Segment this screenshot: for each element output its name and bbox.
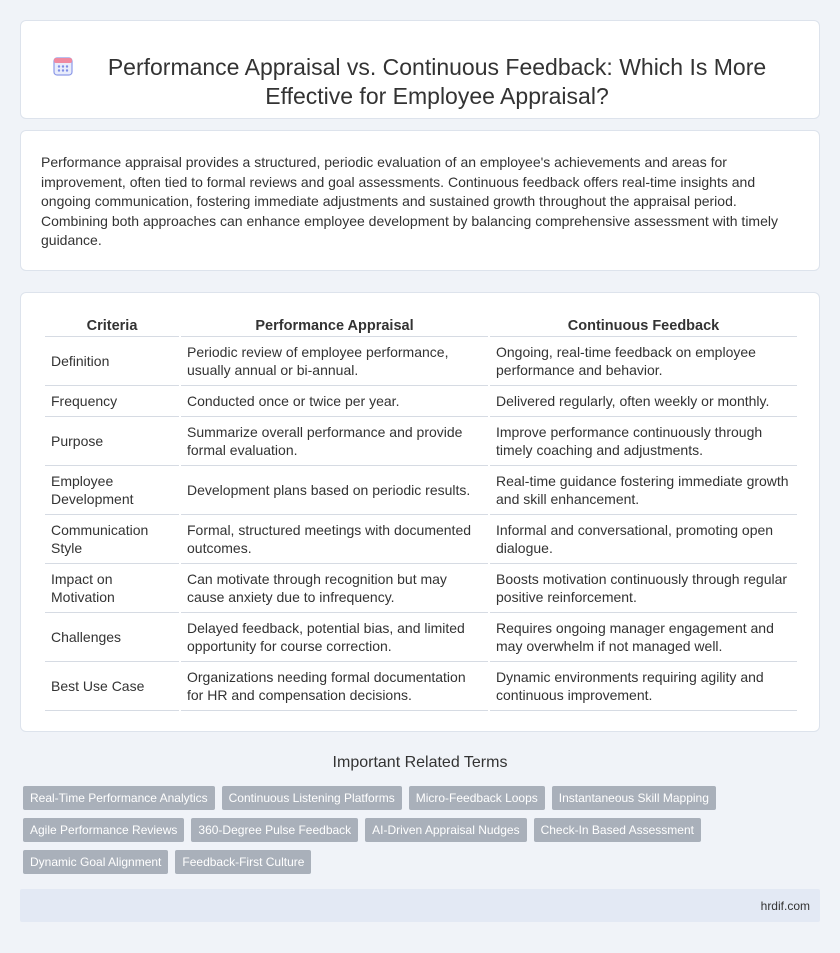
table-row (45, 337, 797, 386)
table-row (45, 466, 797, 515)
feedback-cell: Delivered regularly, often weekly or monthly. (490, 386, 797, 417)
table-row (45, 515, 797, 564)
appraisal-cell: Delayed feedback, potential bias, and limited opportunity for course correction. (181, 613, 488, 662)
tag-agile-performance-reviews[interactable]: Agile Performance Reviews (23, 818, 184, 842)
tag-ai-driven-appraisal-nudges[interactable]: AI-Driven Appraisal Nudges (365, 818, 526, 842)
appraisal-cell: Can motivate through recognition but may cause anxiety due to infrequency. (181, 564, 488, 613)
title-card (20, 20, 820, 119)
related-terms-section (0, 754, 840, 772)
tag-360-degree-pulse-feedback[interactable]: 360-Degree Pulse Feedback (191, 818, 358, 842)
tag-feedback-first-culture[interactable]: Feedback-First Culture (175, 850, 311, 874)
intro-paragraph: Performance appraisal provides a structured, periodic evaluation of an employee's achievements and areas for improvement, often tied to formal reviews and goal assessments. Continuous feedback offers real-time insights and ongoing communication, fostering immediate adjustments and sustained growth throughout the appraisal period. Combining both approaches can enhance employee development by balancing comprehensive assessment with timely guidance. (41, 154, 778, 248)
intro-card (20, 130, 820, 271)
comparison-table (43, 315, 799, 711)
tag-row (23, 786, 783, 810)
tag-row (23, 818, 783, 842)
criteria-cell: Challenges (45, 613, 179, 662)
feedback-cell: Informal and conversational, promoting open dialogue. (490, 515, 797, 564)
appraisal-cell: Formal, structured meetings with documented outcomes. (181, 515, 488, 564)
tag-continuous-listening-platforms[interactable]: Continuous Listening Platforms (222, 786, 402, 810)
page-title: Performance Appraisal vs. Continuous Feedback: Which Is More Effective for Employee Appraisal? (107, 53, 767, 109)
feedback-cell: Dynamic environments requiring agility and continuous improvement. (490, 662, 797, 711)
criteria-cell: Employee Development (45, 466, 179, 515)
criteria-cell: Purpose (45, 417, 179, 466)
table-row (45, 417, 797, 466)
tag-instantaneous-skill-mapping[interactable]: Instantaneous Skill Mapping (552, 786, 716, 810)
related-terms-heading: Important Related Terms (332, 754, 508, 771)
appraisal-cell: Periodic review of employee performance, usually annual or bi-annual. (181, 337, 488, 386)
feedback-cell: Improve performance continuously through timely coaching and adjustments. (490, 417, 797, 466)
appraisal-cell: Conducted once or twice per year. (181, 386, 488, 417)
comparison-card (20, 292, 820, 732)
table-row (45, 613, 797, 662)
table-header-row (45, 315, 797, 337)
feedback-cell: Real-time guidance fostering immediate growth and skill enhancement. (490, 466, 797, 515)
feedback-cell: Requires ongoing manager engagement and may overwhelm if not managed well. (490, 613, 797, 662)
tag-real-time-performance-analytics[interactable]: Real-Time Performance Analytics (23, 786, 215, 810)
tag-check-in-based-assessment[interactable]: Check-In Based Assessment (534, 818, 701, 842)
footer (20, 889, 820, 922)
table-row (45, 662, 797, 711)
table-row (45, 386, 797, 417)
criteria-cell: Frequency (45, 386, 179, 417)
appraisal-cell: Summarize overall performance and provide formal evaluation. (181, 417, 488, 466)
header-criteria: Criteria (45, 315, 179, 337)
related-tags (23, 786, 783, 882)
tag-dynamic-goal-alignment[interactable]: Dynamic Goal Alignment (23, 850, 168, 874)
criteria-cell: Impact on Motivation (45, 564, 179, 613)
criteria-cell: Communication Style (45, 515, 179, 564)
feedback-cell: Boosts motivation continuously through regular positive reinforcement. (490, 564, 797, 613)
header-continuous-feedback: Continuous Feedback (490, 315, 797, 337)
tag-row (23, 850, 783, 874)
criteria-cell: Best Use Case (45, 662, 179, 711)
table-row (45, 564, 797, 613)
criteria-cell: Definition (45, 337, 179, 386)
header-performance-appraisal: Performance Appraisal (181, 315, 488, 337)
tag-micro-feedback-loops[interactable]: Micro-Feedback Loops (409, 786, 545, 810)
appraisal-cell: Organizations needing formal documentation for HR and compensation decisions. (181, 662, 488, 711)
calendar-icon (51, 54, 75, 78)
footer-site-link[interactable]: hrdif.com (760, 898, 810, 913)
appraisal-cell: Development plans based on periodic results. (181, 466, 488, 515)
feedback-cell: Ongoing, real-time feedback on employee performance and behavior. (490, 337, 797, 386)
